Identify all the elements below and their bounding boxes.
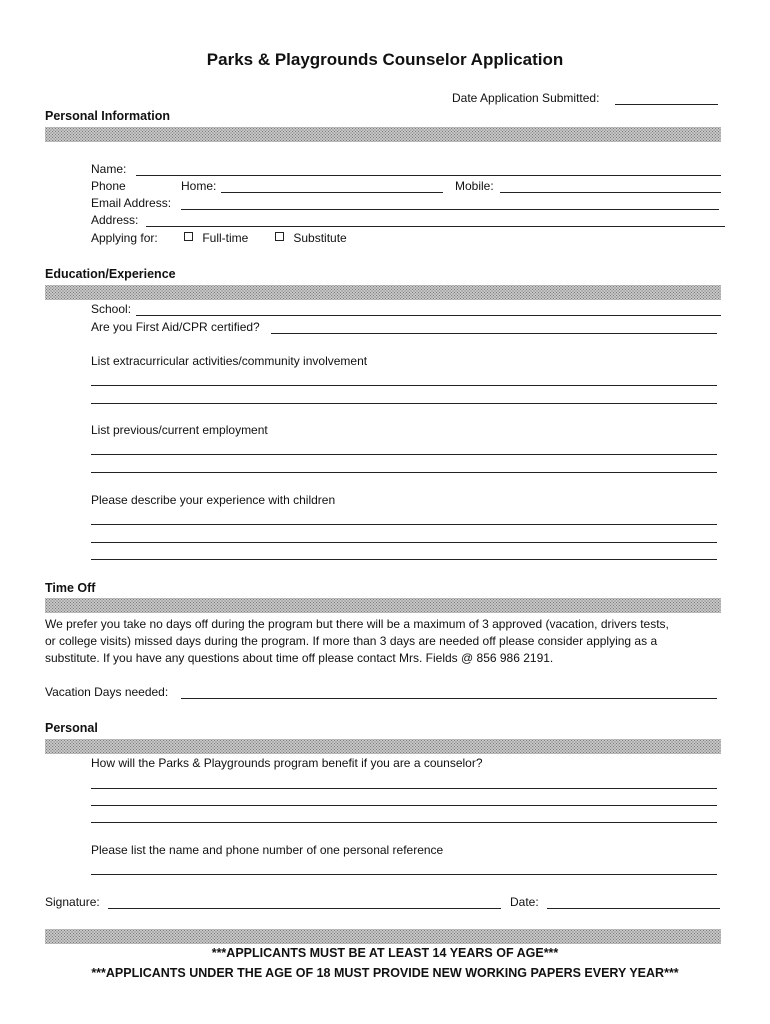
benefit-prompt: How will the Parks & Playgrounds program benefit if you are a counselor? [91, 756, 483, 770]
fulltime-checkbox[interactable] [184, 232, 193, 241]
children-experience-field[interactable] [91, 559, 717, 560]
children-experience-field[interactable] [91, 524, 717, 525]
applying-for-label: Applying for: [91, 231, 158, 245]
home-phone-label: Home: [181, 179, 217, 193]
address-label: Address: [91, 213, 139, 227]
time-off-paragraph-line: We prefer you take no days off during the program but there will be a maximum of 3 approved (vacation, drivers tests, [45, 617, 669, 631]
email-field[interactable] [181, 209, 719, 210]
section-divider [45, 127, 721, 142]
footer-divider [45, 929, 721, 944]
name-field[interactable] [136, 175, 721, 176]
fulltime-label: Full-time [202, 231, 249, 245]
vacation-days-label: Vacation Days needed: [45, 685, 169, 699]
time-off-paragraph-line: or college visits) missed days during the program. If more than 3 days are needed off please consider applying as a [45, 634, 658, 648]
home-phone-field[interactable] [221, 192, 443, 193]
school-field[interactable] [136, 315, 721, 316]
benefit-field[interactable] [91, 805, 717, 806]
benefit-field[interactable] [91, 822, 717, 823]
children-experience-prompt: Please describe your experience with children [91, 493, 336, 507]
address-field[interactable] [146, 226, 725, 227]
signature-label: Signature: [45, 895, 100, 909]
section-personal: Personal [45, 721, 98, 735]
benefit-field[interactable] [91, 788, 717, 789]
school-label: School: [91, 302, 132, 316]
employment-field[interactable] [91, 454, 717, 455]
date-field[interactable] [547, 908, 720, 909]
vacation-days-field[interactable] [181, 698, 717, 699]
section-divider [45, 598, 721, 613]
date-submitted-field[interactable] [615, 104, 718, 105]
working-papers-notice: ***APPLICANTS UNDER THE AGE OF 18 MUST PROVIDE NEW WORKING PAPERS EVERY YEAR*** [91, 966, 679, 980]
section-divider [45, 739, 721, 754]
activities-prompt: List extracurricular activities/community involvement [91, 354, 368, 368]
time-off-paragraph-line: substitute. If you have any questions about time off please contact Mrs. Fields @ 856 986 2191. [45, 651, 554, 665]
email-label: Email Address: [91, 196, 172, 210]
substitute-checkbox[interactable] [275, 232, 284, 241]
cpr-field[interactable] [271, 333, 717, 334]
employment-prompt: List previous/current employment [91, 423, 268, 437]
date-submitted-label: Date Application Submitted: [452, 91, 600, 105]
section-divider [45, 285, 721, 300]
page-title: Parks & Playgrounds Counselor Application [206, 50, 564, 69]
mobile-phone-label: Mobile: [455, 179, 494, 193]
mobile-phone-field[interactable] [500, 192, 721, 193]
phone-label: Phone [91, 179, 126, 193]
children-experience-field[interactable] [91, 542, 717, 543]
activities-field[interactable] [91, 403, 717, 404]
date-label: Date: [510, 895, 539, 909]
name-label: Name: [91, 162, 127, 176]
section-personal-information: Personal Information [45, 109, 171, 123]
reference-field[interactable] [91, 874, 717, 875]
substitute-label: Substitute [293, 231, 347, 245]
reference-prompt: Please list the name and phone number of one personal reference [91, 843, 444, 857]
fulltime-option[interactable] [184, 231, 248, 245]
section-education-experience: Education/Experience [45, 267, 176, 281]
section-time-off: Time Off [45, 581, 96, 595]
age-requirement-notice: ***APPLICANTS MUST BE AT LEAST 14 YEARS OF AGE*** [211, 946, 559, 960]
signature-field[interactable] [108, 908, 501, 909]
activities-field[interactable] [91, 385, 717, 386]
cpr-label: Are you First Aid/CPR certified? [91, 320, 260, 334]
employment-field[interactable] [91, 472, 717, 473]
substitute-option[interactable] [275, 231, 347, 245]
